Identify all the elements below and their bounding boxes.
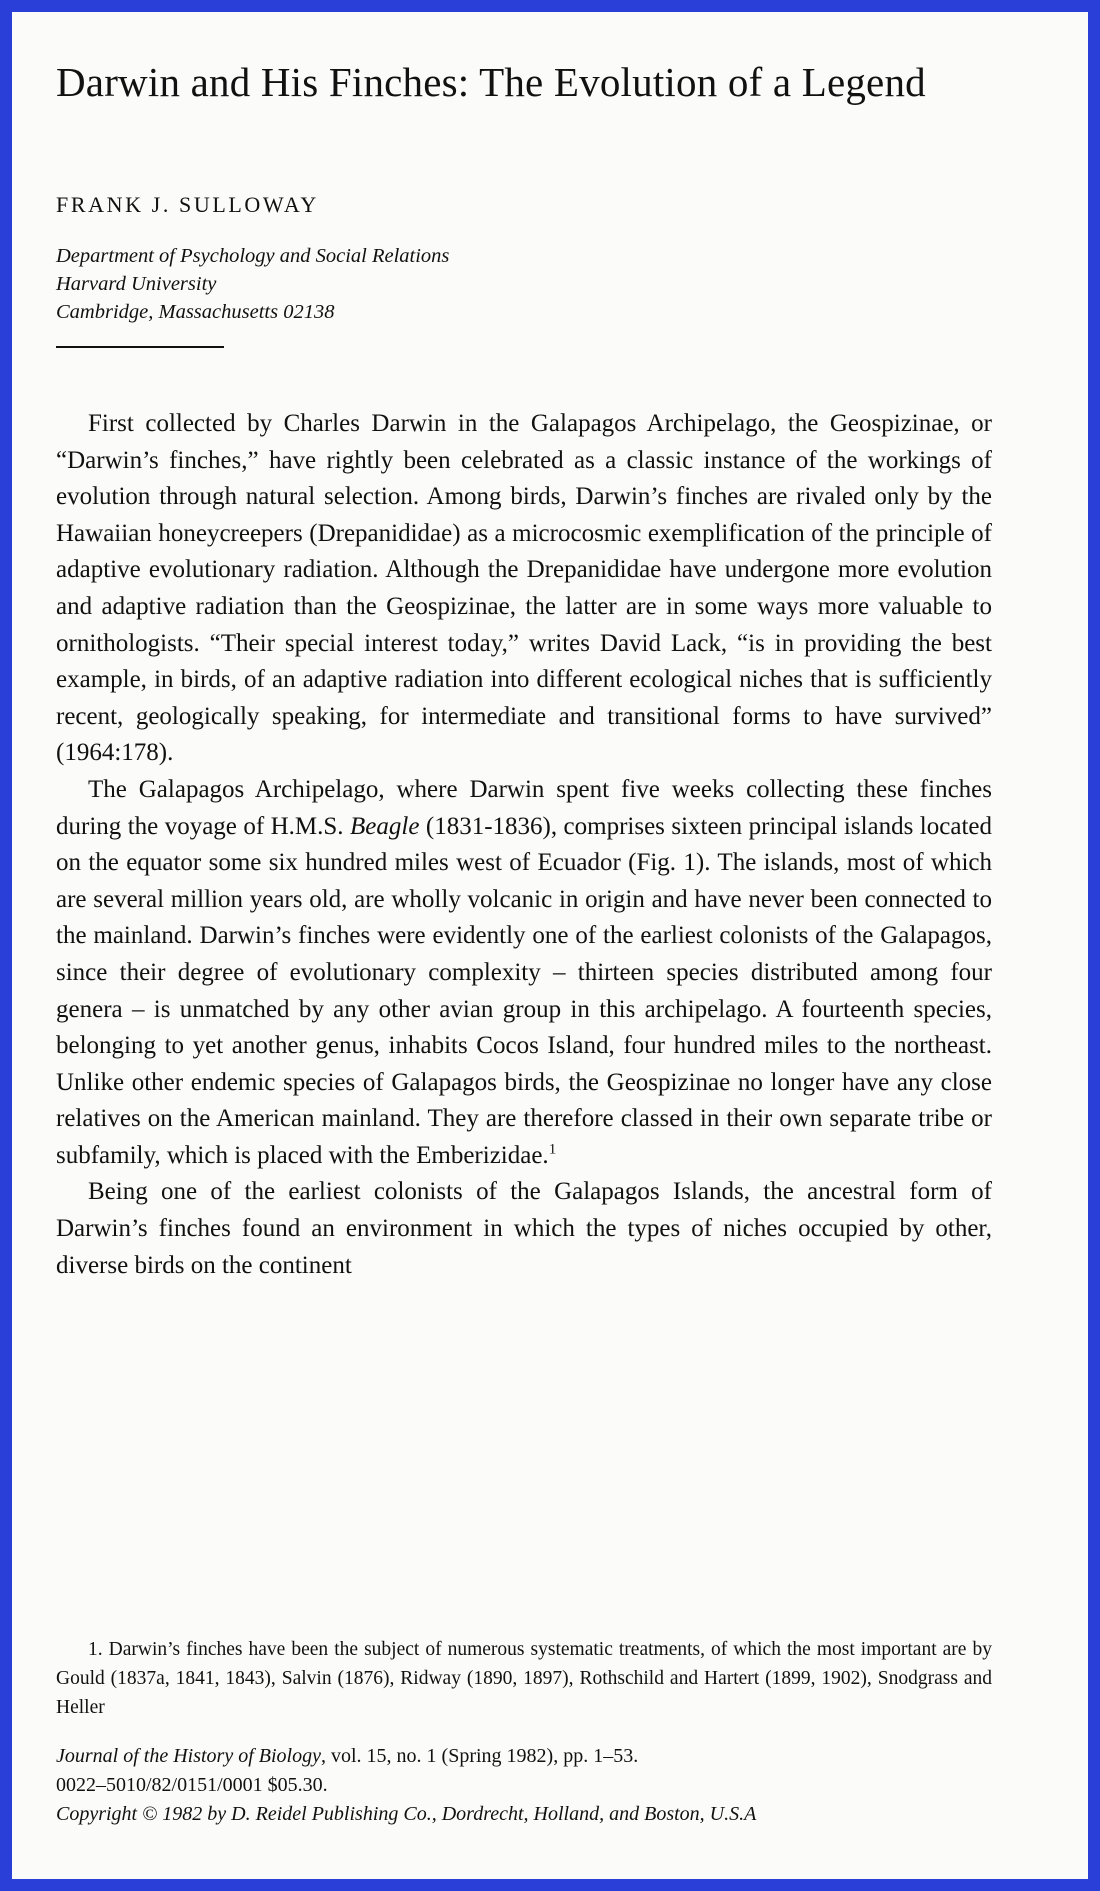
journal-name: Journal of the History of Biology [56, 1745, 321, 1767]
author-affiliation [56, 242, 449, 326]
journal-details: , vol. 15, no. 1 (Spring 1982), pp. 1–53. [320, 1745, 639, 1767]
ship-name: Beagle [350, 812, 420, 840]
article-title: Darwin and His Finches: The Evolution of a Legend [56, 59, 926, 105]
body-paragraph-1: First collected by Charles Darwin in the Galapagos Archipelago, the Geospizinae, or “Darwin’s finches,” have rightly been celebrated as a classic instance of the workings of evolution through natural selection. Among birds, Darwin’s finches are rivaled only by the Hawaiian honeycreepers (Drepanididae) as a microcosmic exemplification of the principle of adaptive evolutionary radiation. Although the Drepanididae have undergone more evolution and adaptive radiation than the Geospizinae, the latter are in some ways more valuable to ornithologists. “Their special interest today,” writes David Lack, “is in providing the best example, in birds, of an adaptive radiation into different ecological niches that is sufficiently recent, geologically speaking, for intermediate and transitional forms to have survived” (1964:178). [56, 410, 992, 767]
affiliation-location: Cambridge, Massachusetts 02138 [56, 301, 335, 323]
footnote-1: 1. Darwin’s finches have been the subject of numerous systematic treatments, of which the most important are by Gould (1837a, 1841, 1843), Salvin (1876), Ridway (1890, 1897), Rothschild and Hartert (1899, 1902), Snodgrass and Heller [56, 1639, 992, 1718]
footnote-reference: 1 [548, 1141, 557, 1158]
journal-citation [56, 1742, 1056, 1829]
author-name: FRANK J. SULLOWAY [56, 192, 319, 217]
citation-code: 0022–5010/82/0151/0001 $05.30. [56, 1774, 328, 1796]
copyright-notice: Copyright © 1982 by D. Reidel Publishing Co., Dordrecht, Holland, and Boston, U.S.A [56, 1803, 757, 1825]
paragraph-2-text-start: The Galapagos Archipelago, where Darwin spent five weeks collecting these finches during the voyage of H.M.S. [56, 775, 992, 840]
paragraph-2-text-end: (1831-1836), comprises sixteen principal islands located on the equator some six hundred miles west of Ecuador (Fig. 1). The islands, most of which are several million years old, are wholly volcanic in origin and have never been connected to the mainland. Darwin’s finches were evidently one of the earliest colonists of the Galapagos, since their degree of evolutionary complexity – thirteen species distributed among four genera – is unmatched by any other avian group in this archipelago. A fourteenth species, belonging to yet another genus, inhabits Cocos Island, four hundred miles to the northeast. Unlike other endemic species of Galapagos birds, the Geospizinae no longer have any close relatives on the American mainland. They are therefore classed in their own separate tribe or subfamily, which is placed with the Emberizidae. [56, 812, 992, 1169]
article-body [56, 406, 992, 1284]
paper-page [12, 12, 1088, 1879]
citation-line-1 [56, 1742, 1056, 1771]
affiliation-department: Department of Psychology and Social Relations [56, 245, 450, 267]
body-paragraph-2 [56, 772, 992, 1175]
affiliation-university: Harvard University [56, 273, 217, 295]
body-paragraph-3: Being one of the earliest colonists of the Galapagos Islands, the ancestral form of Darwin’s finches found an environment in which the types of niches occupied by other, diverse birds on the continent [56, 1178, 992, 1279]
header-divider [56, 346, 224, 348]
